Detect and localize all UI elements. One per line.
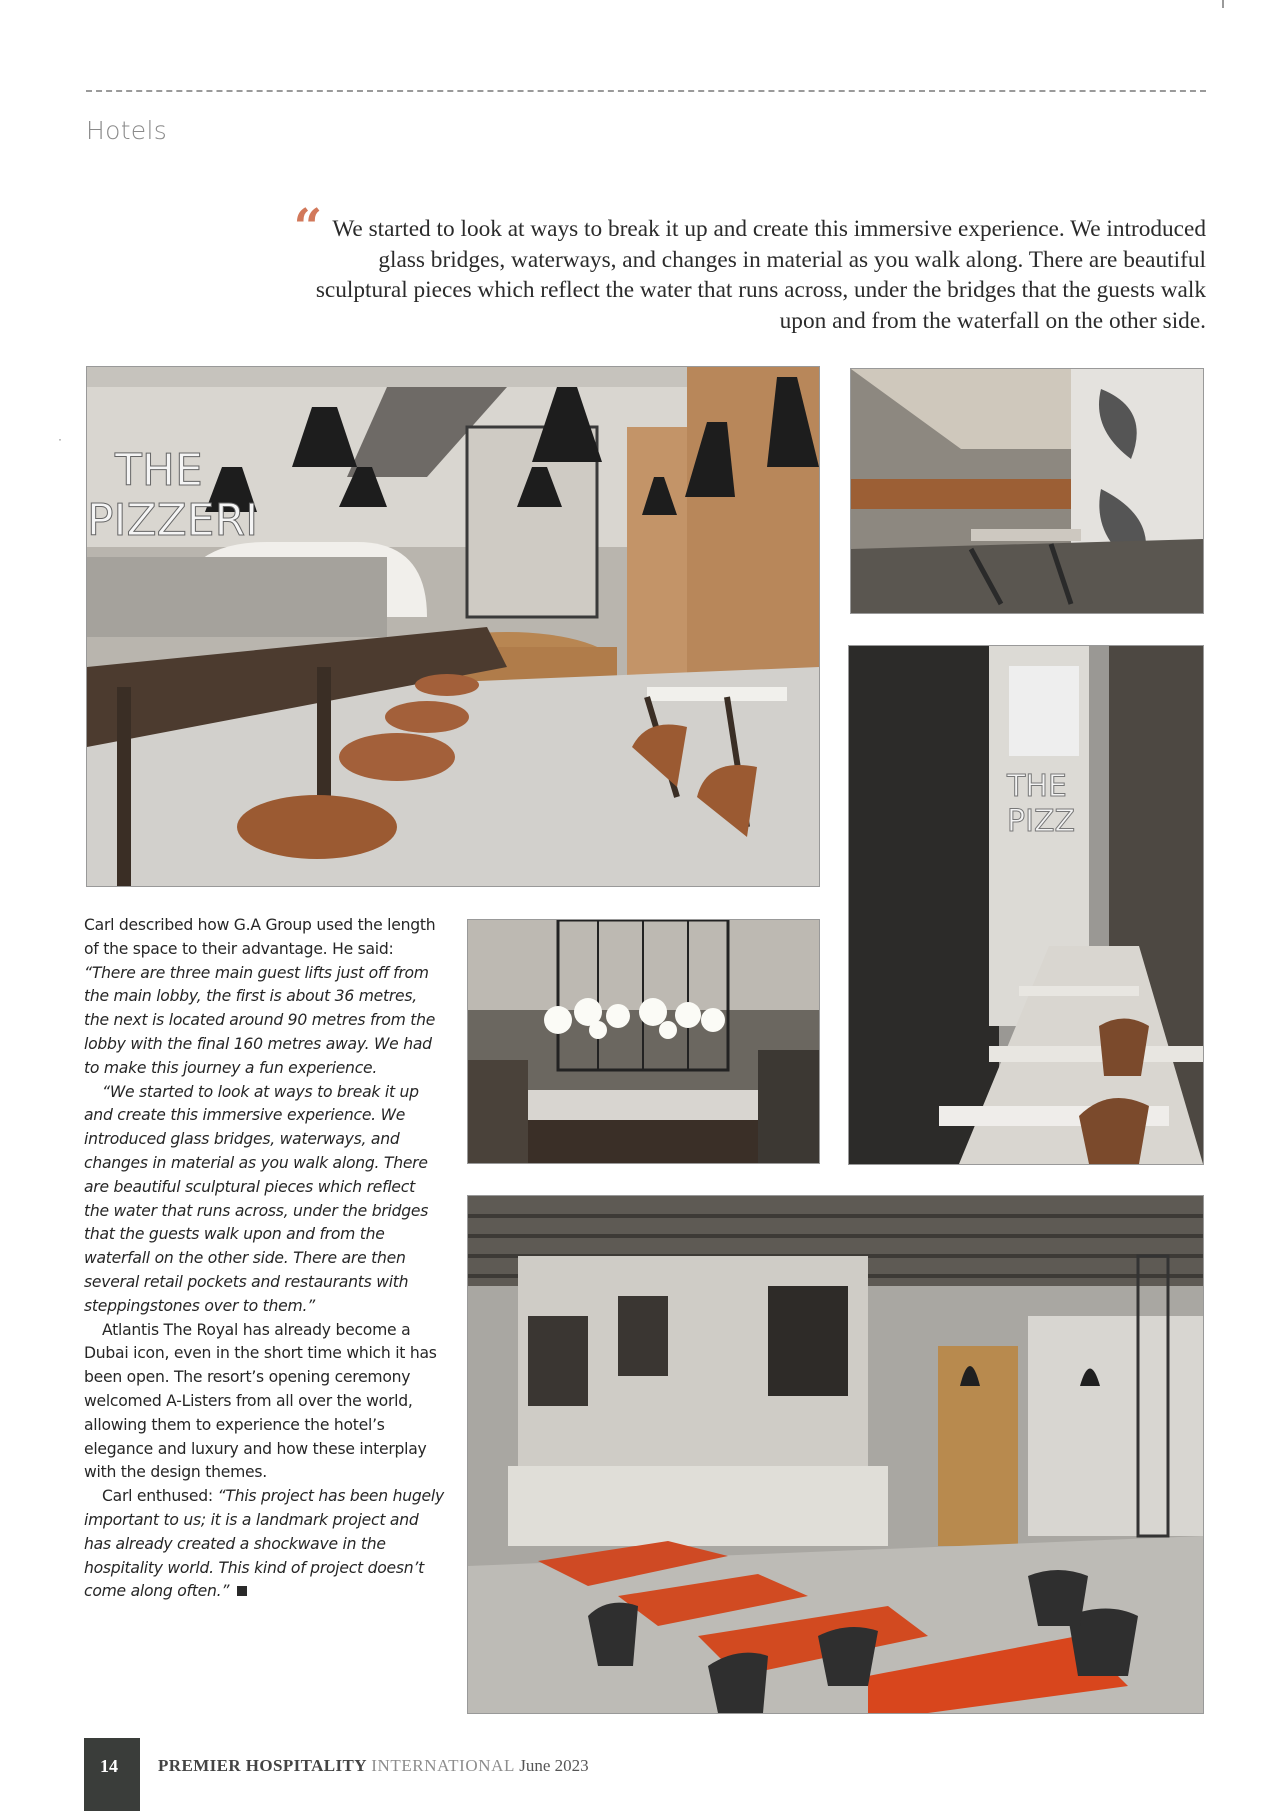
pizzeria-sign-line1: THE — [115, 445, 203, 496]
article-paragraph-3: Atlantis The Royal has already become a Dubai icon, even in the short time which it has been open. The resort’s opening ceremony welcomed A-Listers from all over the world, allowing them to experience the hotel’s elegance and luxury and how these interplay with the design themes. — [84, 1320, 437, 1482]
quote-mark-icon: “ — [293, 197, 323, 256]
article-paragraph-1-quote: “There are three main guest lifts just off from the main lobby, the first is about 36 metres, the next is located around 90 metres from the lobby with the final 160 metres away. We had to make this journey a fun experience. — [84, 963, 436, 1077]
pull-quote — [292, 197, 1206, 336]
publication-name: PREMIER HOSPITALITY — [158, 1756, 367, 1775]
photo-buffet-red-tables — [467, 1195, 1204, 1714]
pull-quote-text: We started to look at ways to break it up and create this immersive experience. We introduced glass bridges, waterways, and changes in material as you walk along. There are beautiful sculptural pieces which reflect the water that runs across, under the bridges that the guests walk upon and from the waterfall on the other side. — [315, 216, 1206, 334]
article-paragraph — [84, 1485, 444, 1604]
issue-date: June 2023 — [519, 1756, 589, 1775]
page-edge-mark — [1222, 0, 1224, 8]
pizzeria-sign-line2: PIZZERI — [87, 495, 259, 546]
article-paragraph — [84, 1081, 444, 1319]
publication-footer — [158, 1756, 589, 1776]
photo-dining-corridor — [850, 368, 1204, 614]
pizzeria-small-sign-line2: PIZZ — [1007, 804, 1076, 839]
publication-name-suffix: INTERNATIONAL — [371, 1756, 515, 1775]
article-body — [84, 914, 444, 1604]
page-number: 14 — [100, 1756, 118, 1776]
photo-bar-lanterns — [467, 919, 820, 1164]
photo-pizzeria-long-view — [848, 645, 1204, 1165]
article-paragraph — [84, 914, 444, 1081]
header-dashed-rule — [86, 90, 1206, 92]
article-paragraph-2-quote: “We started to look at ways to break it up and create this immersive experience. We introduced glass bridges, waterways, and changes in material as you walk along. There are beautiful sculptural pieces which reflect the water that runs across, under the bridges that the guests walk upon and from the waterfall on the other side. There are then several retail pockets and restaurants with steppingstones over to them.” — [84, 1082, 429, 1315]
pizzeria-small-sign-line1: THE — [1007, 769, 1067, 804]
article-paragraph-4-quote: “This project has been hugely important to us; it is a landmark project and has already created a shockwave in the hospitality world. This kind of project doesn’t come along often.” — [84, 1487, 444, 1601]
scan-speck: · — [58, 432, 62, 446]
end-of-article-icon — [237, 1586, 247, 1596]
article-paragraph-4-lead: Carl enthused: — [102, 1487, 218, 1506]
photo-pizzeria-interior — [86, 366, 820, 887]
section-label: Hotels — [86, 116, 168, 145]
article-paragraph-1-lead: Carl described how G.A Group used the length of the space to their advantage. He said: — [84, 916, 436, 958]
